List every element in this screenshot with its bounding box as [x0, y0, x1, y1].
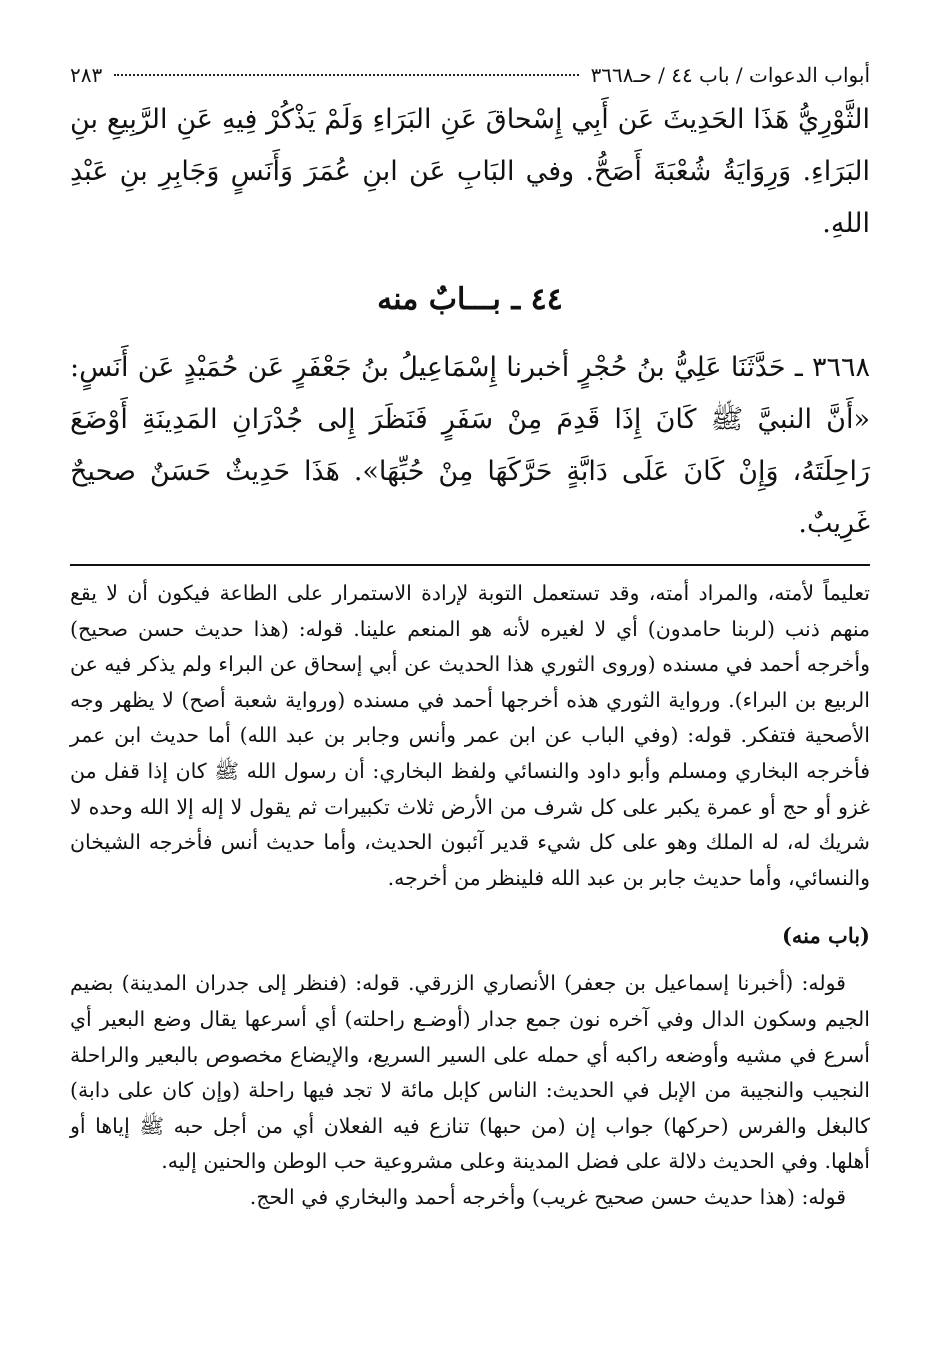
page-number: ٢٨٣	[70, 63, 103, 87]
footnote-divider	[70, 564, 870, 566]
commentary-paragraph-1: تعليماً لأمته، والمراد أمته، وقد تستعمل التوبة لإرادة الاستمرار على الطاعة فيكون أن لا يقع منهم ذنب (لربنا حامدون) أي لا لغيره لأنه هو المنعم علينا. قوله: (هذا حديث حسن صحيح) وأخرجه أحمد في مسنده (وروى الثوري هذا الحديث عن أبي إسحاق عن البراء ولم يذكر فيه عن الربيع بن البراء). ورواية الثوري هذه أخرجها أحمد في مسنده (ورواية شعبة أصح) لا يظهر وجه الأصحية فتفكر. قوله: (وفي الباب عن ابن عمر وأنس وجابر بن عبد الله) أما حديث ابن عمر فأخرجه البخاري ومسلم وأبو داود والنسائي ولفظ البخاري: أن رسول الله ﷺ كان إذا قفل من غزو أو حج أو عمرة يكبر على كل شرف من الأرض ثلاث تكبيرات ثم يقول لا إله إلا الله وحده لا شريك له، له الملك وهو على كل شيء قدير آئبون الحديث، وأما حديث أنس فأخرجه الشيخان والنسائي، وأما حديث جابر بن عبد الله فلينظر من أخرجه.	[70, 581, 870, 890]
previous-hadith-text: الثَّوْرِيُّ هَذَا الحَدِيثَ عَن أَبِي إِسْحاقَ عَنِ البَرَاءِ وَلَمْ يَذْكُرْ فِيهِ عَنِ الرَّبِيعِ بنِ البَرَاءِ. وَرِوَايَةُ شُعْبَةَ أَصَحُّ. وفي البَابِ عَن ابنِ عُمَرَ وَأَنَسٍ وَجَابِرِ بنِ عَبْدِ اللهِ.	[70, 104, 870, 239]
book-page	[70, 60, 870, 1216]
commentary-paragraph-3: قوله: (هذا حديث حسن صحيح غريب) وأخرجه أحمد والبخاري في الحج.	[249, 1184, 846, 1209]
running-title: أبواب الدعوات / باب ٤٤ / حـ٣٦٦٨	[590, 63, 870, 87]
commentary-paragraph-2: قوله: (أخبرنا إسماعيل بن جعفر) الأنصاري الزرقي. قوله: (فنظر إلى جدران المدينة) بضيم الجيم وسكون الدال وفي آخره نون جمع جدار (أوضـع راحلته) أي أسرعها يقال وضع البعير أي أسرع في مشيه وأوضعه راكبه أي حمله على السير السريع، والإيضاع مخصوص بالبعير والراحلة النجيب والنجيبة من الإبل في الحديث: الناس كإبل مائة لا تجد فيها راحلة (وإن كان على دابة) كالبغل والفرس (حركها) جواب إن (من حبها) تنازع فيه الفعلان أي من أجل حبه ﷺ إياها أو أهلها. وفي الحديث دلالة على فضل المدينة وعلى مشروعية حب الوطن والحنين إليه.	[70, 971, 870, 1174]
commentary-section	[70, 576, 870, 1216]
running-header	[70, 60, 870, 94]
commentary-subtitle: (باب منه)	[781, 923, 870, 949]
main-hadith	[70, 342, 870, 550]
main-hadith-text: ٣٦٦٨ ـ حَدَّثَنَا عَلِيُّ بنُ حُجْرٍ أخبرنا إِسْمَاعِيلُ بنُ جَعْفَرٍ عَن حُمَيْدٍ عَن أَنَسٍ: «أَنَّ النبيَّ ﷺ كَانَ إِذَا قَدِمَ مِنْ سَفَرٍ فَنَظَرَ إِلى جُدْرَانِ المَدِينَةِ أَوْضَعَ رَاحِلَتَهُ، وَإِنْ كَانَ عَلَى دَابَّةٍ حَرَّكَهَا مِنْ حُبِّهَا». هَذَا حَدِيثٌ حَسَنٌ صحيحٌ غَرِيبٌ.	[70, 352, 870, 539]
leader-dots	[114, 74, 578, 76]
chapter-title: ٤٤ ـ بـــابٌ منه	[377, 282, 563, 317]
previous-hadith-continuation	[70, 94, 870, 250]
